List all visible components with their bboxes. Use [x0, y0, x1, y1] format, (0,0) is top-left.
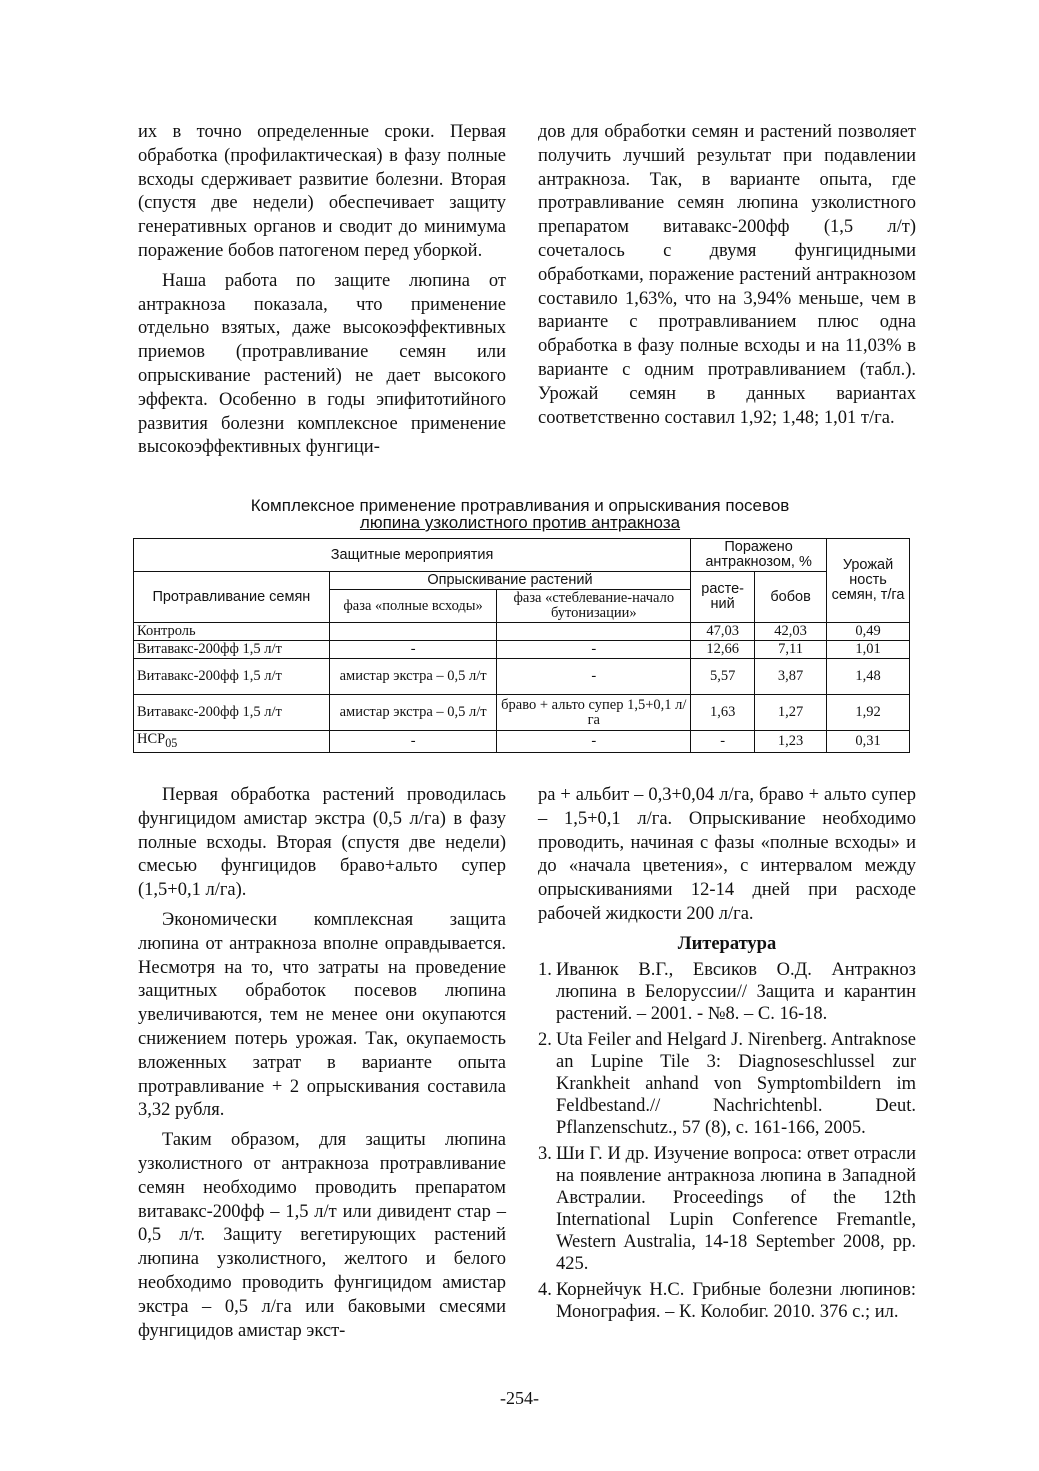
cell-spray-1: амистар экстра – 0,5 л/т — [329, 695, 497, 731]
cell-seed: Витавакс-200фф 1,5 л/т — [134, 659, 330, 695]
header-phase-1: фаза «полные всходы» — [329, 590, 497, 623]
lsd-subscript: 05 — [165, 735, 178, 750]
table-row — [134, 641, 910, 659]
reference-number: 4. — [538, 1279, 552, 1300]
lsd-label: НСР — [137, 731, 166, 747]
reference-text: Uta Feiler and Helgard J. Nirenberg. Antraknose an Lupine Tile 3: Diagnoseschlussel zur Krankheit anhand von Symptombildern im Feldbestand.// Nachrichtenbl. Deut. Pflanzenschutz., 57 (8), c. 161-166, 2005. — [556, 1029, 916, 1138]
cell-yield: 0,31 — [827, 731, 910, 753]
cell-spray-2 — [497, 623, 691, 641]
paragraph: дов для обработки семян и растений позволяет получить лучший результат при подавлении антракноза. Так, в варианте опыта, где протравливание семян люпина узколистного препаратом витавакс-200фф (1,5 л/т) сочеталось с двумя фунгицидными обработками, поражение растений антракнозом составило 1,63%, что на 3,94% меньше, чем в варианте с протравливанием плюс одна обработка в фазу полные всходы и на 11,03% в варианте с одним протравливанием (табл.). Урожай семян в данных вариантах соответственно составил 1,92; 1,48; 1,01 т/га. — [538, 122, 916, 428]
cell-spray-2: - — [497, 731, 691, 753]
cell-plants: 1,63 — [691, 695, 755, 731]
cell-spray-2: браво + альто супер 1,5+0,1 л/га — [497, 695, 691, 731]
cell-seed: Витавакс-200фф 1,5 л/т — [134, 695, 330, 731]
header-phase-2: фаза «стеблевание-начало бутонизации» — [497, 590, 691, 623]
reference-text: Ши Г. И др. Изучение вопроса: ответ отрасли на появление антракноза люпина в Западной Австралии. Proceedings of the 12th International Lupin Conference Fremantle, Western Australia, 14-18 September 2008, pp. 425. — [556, 1143, 916, 1274]
cell-yield: 1,48 — [827, 659, 910, 695]
header-seed-treatment: Протравливание семян — [134, 572, 330, 623]
cell-yield: 1,01 — [827, 641, 910, 659]
cell-spray-2: - — [497, 641, 691, 659]
table-caption-line-1: Комплексное применение протравливания и опрыскивания посевов — [250, 496, 790, 515]
cell-seed: Контроль — [134, 623, 330, 641]
reference-item — [538, 1029, 916, 1139]
reference-number: 2. — [538, 1029, 552, 1050]
reference-number: 3. — [538, 1143, 552, 1164]
text-column-bottom-right — [538, 784, 916, 1327]
reference-item — [538, 1279, 916, 1323]
header-yield: Урожай ность семян, т/га — [827, 539, 910, 623]
cell-spray-1: - — [329, 731, 497, 753]
cell-spray-1: - — [329, 641, 497, 659]
cell-spray-1 — [329, 623, 497, 641]
header-plants: расте-ний — [691, 572, 755, 623]
cell-yield: 1,92 — [827, 695, 910, 731]
text-column-top-left — [138, 121, 506, 466]
table-caption-line-2: люпина узколистного против антракноза — [359, 513, 681, 532]
cell-yield: 0,49 — [827, 623, 910, 641]
cell-pods: 7,11 — [755, 641, 827, 659]
cell-pods: 42,03 — [755, 623, 827, 641]
table-row — [134, 731, 910, 753]
reference-text: Корнейчук Н.С. Грибные болезни люпинов: Монография. – К. Колобиг. 2010. 376 с.; ил. — [556, 1279, 916, 1322]
cell-seed — [134, 731, 330, 753]
table-row — [134, 659, 910, 695]
table-header-row — [134, 572, 910, 590]
cell-plants: 5,57 — [691, 659, 755, 695]
cell-spray-2: - — [497, 659, 691, 695]
header-pods: бобов — [755, 572, 827, 623]
references-title: Литература — [677, 933, 777, 954]
table-caption — [200, 497, 840, 531]
cell-spray-1: амистар экстра – 0,5 л/т — [329, 659, 497, 695]
reference-item — [538, 1143, 916, 1275]
reference-number: 1. — [538, 959, 552, 980]
paragraph: Первая обработка растений проводилась фунгицидом амистар экстра (0,5 л/га) в фазу полные всходы. Вторая (спустя две недели) смесью фунгицидов браво+альто супер (1,5+0,1 л/га). — [138, 785, 506, 901]
reference-text: Иванюк В.Г., Евсиков О.Д. Антракноз люпина в Белоруссии// Защита и карантин растений. – 2001. - №8. – С. 16-18. — [556, 959, 916, 1024]
cell-plants: 12,66 — [691, 641, 755, 659]
paragraph: Экономически комплексная защита люпина от антракноза вполне оправдывается. Несмотря на то, что затраты на проведение защитных обработок посевов люпина увеличиваются, тем не менее они окупаются снижением потерь урожая. Так, окупаемость вложенных затрат в варианте опыта протравливание + 2 опрыскивания составила 3,32 рубля. — [138, 909, 506, 1121]
cell-seed: Витавакс-200фф 1,5 л/т — [134, 641, 330, 659]
cell-pods: 1,27 — [755, 695, 827, 731]
text-column-bottom-left — [138, 784, 506, 1349]
paragraph: Таким образом, для защиты люпина узколистного от антракноза протравливание семян необходимо проводить препаратом витавакс-200фф – 1,5 л/т или дивидент стар – 0,5 л/т. Защиту вегетирующих растений люпина узколистного, желтого и белого необходимо проводить фунгицидом амистар экстра – 0,5 л/га или баковыми смесями фунгицидов амистар экст- — [138, 1130, 506, 1341]
paragraph: Наша работа по защите люпина от антракноза показала, что применение отдельно взятых, даже высокоэффективных приемов (протравливание семян или опрыскивание растений) не дает высокого эффекта. Особенно в годы эпифитотийного развития болезни комплексное применение высокоэффективных фунгици- — [138, 270, 506, 458]
text-column-top-right — [538, 121, 916, 436]
cell-plants: 47,03 — [691, 623, 755, 641]
table-row — [134, 623, 910, 641]
page-number: -254- — [500, 1388, 539, 1408]
paragraph: их в точно определенные сроки. Первая обработка (профилактическая) в фазу полные всходы сдерживает развитие болезни. Вторая (спустя две недели) обеспечивает защиту генеративных органов и сводит до минимума поражение бобов патогеном перед уборкой. — [138, 122, 506, 261]
header-infected: Поражено антракнозом, % — [691, 539, 827, 572]
header-spraying: Опрыскивание растений — [329, 572, 690, 590]
table-row — [134, 695, 910, 731]
cell-pods: 1,23 — [755, 731, 827, 753]
table-header-row — [134, 539, 910, 572]
cell-plants: - — [691, 731, 755, 753]
cell-pods: 3,87 — [755, 659, 827, 695]
paragraph: ра + альбит – 0,3+0,04 л/га, браво + альто супер – 1,5+0,1 л/га. Опрыскивание необходимо проводить, начиная с фазы «полные всходы» и до «начала цветения», с интервалом между опрыскиваниями 12-14 дней при расходе рабочей жидкости 200 л/га. — [538, 785, 916, 924]
reference-item — [538, 959, 916, 1025]
results-table — [133, 538, 910, 753]
header-protective-measures: Защитные мероприятия — [134, 539, 691, 572]
